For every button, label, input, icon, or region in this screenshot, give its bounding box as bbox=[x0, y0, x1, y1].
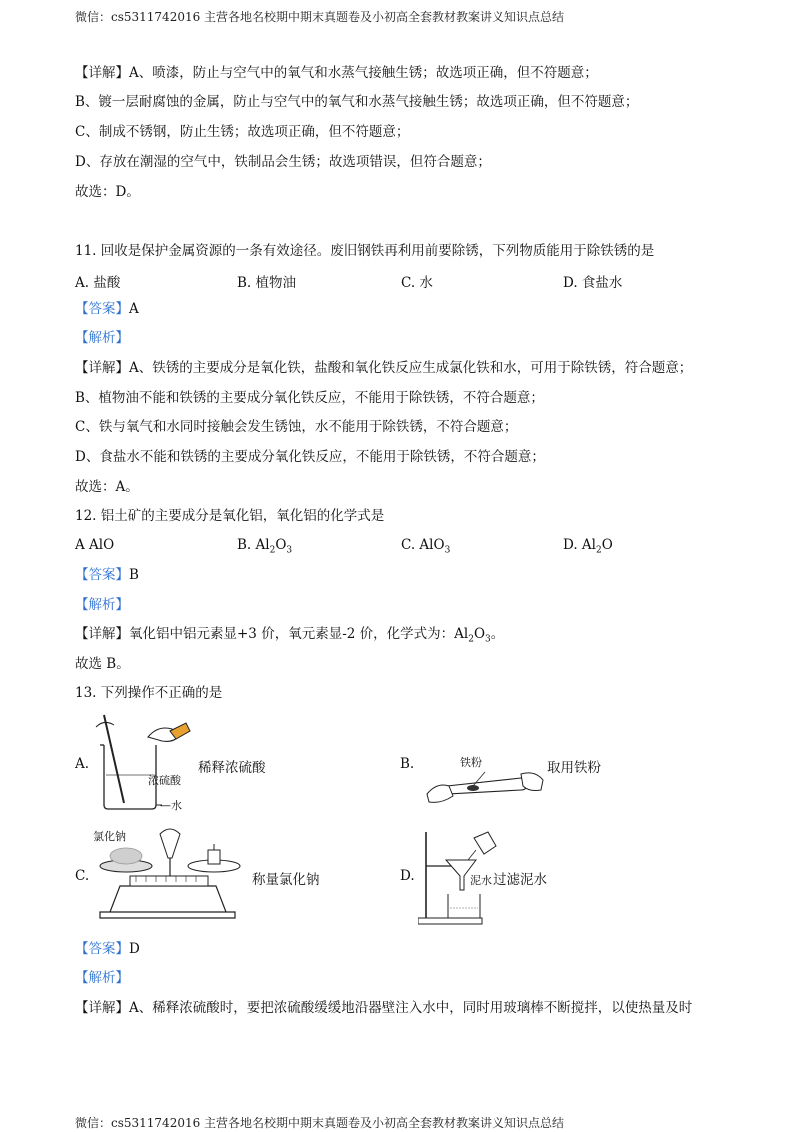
q13-stem: 13. 下列操作不正确的是 bbox=[75, 685, 223, 701]
q13-detail-a bbox=[75, 999, 692, 1017]
balance-scale-illustration bbox=[90, 820, 245, 930]
q11-option-b: B. 植物油 bbox=[237, 275, 297, 291]
q13-figA-note-acid: 浓硫酸 bbox=[148, 774, 181, 787]
page-footer: 微信：cs5311742016 主营各地名校期中期末真题卷及小初高全套教材教案讲义知识点总结 bbox=[75, 1116, 565, 1130]
q10-detail-c: C、制成不锈钢，防止生锈；故选项正确，但不符题意； bbox=[75, 124, 410, 140]
detail-tag: 【详解】 bbox=[75, 65, 129, 81]
q13-figA-caption: 稀释浓硫酸 bbox=[198, 760, 266, 776]
q11-detail-a bbox=[75, 359, 692, 377]
analysis-tag: 【解析】 bbox=[75, 330, 129, 346]
page-header: 微信：cs5311742016 主营各地名校期中期末真题卷及小初高全套教材教案讲义知识点总结 bbox=[75, 10, 565, 24]
detail-tag: 【详解】 bbox=[75, 360, 129, 376]
q12-options bbox=[75, 537, 775, 555]
q12-stem: 12. 铝土矿的主要成分是氧化铝，氧化铝的化学式是 bbox=[75, 508, 385, 524]
q13-figB-caption: 取用铁粉 bbox=[547, 760, 601, 776]
q11-options bbox=[75, 271, 775, 289]
q11-answer-value: A bbox=[129, 301, 139, 317]
q11-detail-b: B、植物油不能和铁锈的主要成分氧化铁反应，不能用于除铁锈，不符合题意； bbox=[75, 390, 544, 406]
q11-detail-c: C、铁与氧气和水同时接触会发生锈蚀，水不能用于除铁锈，不符合题意； bbox=[75, 419, 518, 435]
q13-figA-note-water: —水 bbox=[160, 799, 182, 812]
q12-analysis bbox=[75, 596, 129, 614]
q11-select: 故选：A。 bbox=[75, 479, 139, 495]
answer-tag: 【答案】 bbox=[75, 567, 129, 583]
q13-figD-caption: 过滤泥水 bbox=[493, 872, 547, 888]
q12-select: 故选 B。 bbox=[75, 656, 130, 672]
q12-option-d: D. $Al_2O$ bbox=[563, 537, 613, 556]
answer-tag: 【答案】 bbox=[75, 941, 129, 957]
q11-stem: 11. 回收是保护金属资源的一条有效途径。废旧钢铁再利用前要除锈，下列物质能用于除铁锈的是 bbox=[75, 243, 655, 259]
q12-option-b: B. $Al_2O_3$ bbox=[237, 537, 293, 556]
q13-analysis bbox=[75, 969, 129, 987]
q11-analysis bbox=[75, 329, 129, 347]
analysis-tag: 【解析】 bbox=[75, 597, 129, 613]
q10-detail-a-text: A、喷漆，防止与空气中的氧气和水蒸气接触生锈；故选项正确，但不符题意； bbox=[129, 65, 598, 81]
q13-figB-label: B. bbox=[400, 756, 415, 772]
detail-tag: 【详解】 bbox=[75, 626, 129, 642]
q13-detail-a-text: A、稀释浓硫酸时，要把浓硫酸缓缓地沿器壁注入水中，同时用玻璃棒不断搅拌，以使热量及时 bbox=[129, 1000, 693, 1016]
q10-select: 故选：D。 bbox=[75, 184, 140, 200]
q11-option-d: D. 食盐水 bbox=[563, 275, 623, 291]
q11-answer bbox=[75, 300, 139, 318]
q12-option-a: A AlO bbox=[75, 537, 115, 553]
q13-answer-value: D bbox=[129, 941, 140, 957]
detail-tag: 【详解】 bbox=[75, 1000, 129, 1016]
q13-figD-label: D. bbox=[400, 868, 415, 884]
q11-detail-a-text: A、铁锈的主要成分是氧化铁，盐酸和氧化铁反应生成氯化铁和水，可用于除铁锈，符合题意； bbox=[129, 360, 693, 376]
q13-figC-label: C. bbox=[75, 868, 90, 884]
q12-answer-value: B bbox=[129, 567, 139, 583]
q13-figA-label: A. bbox=[75, 756, 90, 772]
q12-option-c: C. AlO$_3$ bbox=[401, 537, 451, 556]
q10-detail-b: B、镀一层耐腐蚀的金属，防止与空气中的氧气和水蒸气接触生锈；故选项正确，但不符题意； bbox=[75, 94, 639, 110]
q11-option-c: C. 水 bbox=[401, 275, 433, 291]
analysis-tag: 【解析】 bbox=[75, 970, 129, 986]
q10-detail-a bbox=[75, 64, 598, 82]
q13-figB-note: 铁粉 bbox=[460, 756, 482, 769]
answer-tag: 【答案】 bbox=[75, 301, 129, 317]
q12-detail: 【详解】氧化铝中铝元素显+3 价，氧元素显-2 价，化学式为：$Al_2O_3$。 bbox=[75, 626, 505, 645]
q11-option-a: A. 盐酸 bbox=[75, 275, 121, 291]
q11-detail-d: D、食盐水不能和铁锈的主要成分氧化铁反应，不能用于除铁锈，不符合题意； bbox=[75, 449, 545, 465]
dilute-acid-illustration bbox=[90, 705, 200, 815]
iron-powder-illustration bbox=[425, 764, 545, 808]
q12-answer bbox=[75, 566, 139, 584]
q10-detail-d: D、存放在潮湿的空气中，铁制品会生锈；故选项错误，但符合题意； bbox=[75, 154, 491, 170]
q13-figD-note: 泥水 bbox=[470, 874, 492, 887]
q13-figC-caption: 称量氯化钠 bbox=[252, 872, 320, 888]
q13-answer bbox=[75, 940, 140, 958]
q13-figC-note: 氯化钠 bbox=[93, 830, 126, 843]
